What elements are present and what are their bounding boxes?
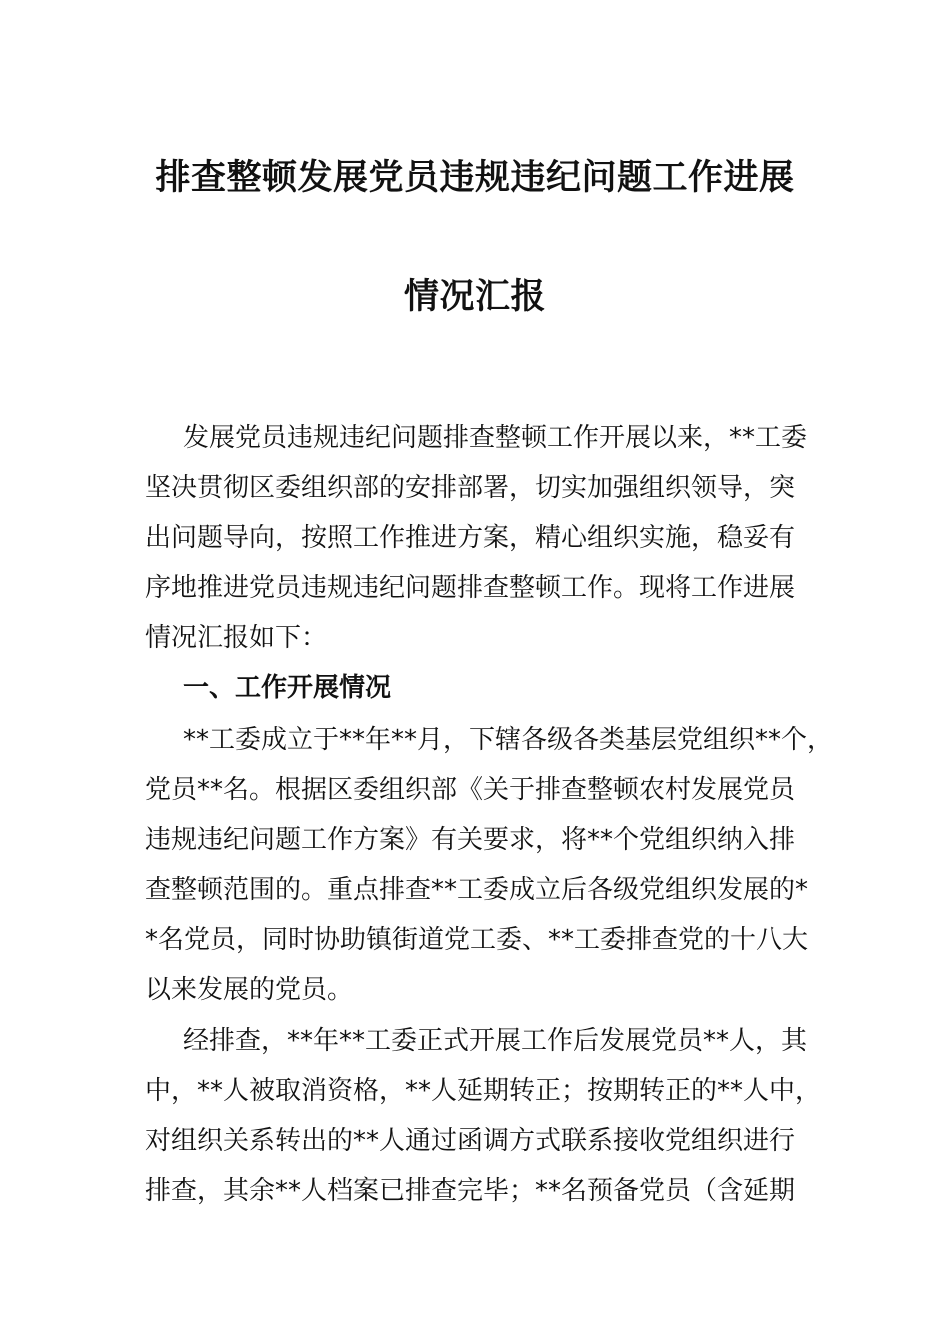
paragraph-line: 以来发展的党员。	[145, 975, 354, 1005]
paragraph-line: 排查，其余**人档案已排查完毕；**名预备党员（含延期	[145, 1176, 796, 1206]
paragraph-line: 党员**名。根据区委组织部《关于排查整顿农村发展党员	[145, 775, 796, 805]
paragraph-line: 经排查，**年**工委正式开展工作后发展党员**人，其	[183, 1026, 808, 1056]
paragraph-line: 查整顿范围的。重点排查**工委成立后各级党组织发展的*	[145, 875, 809, 905]
intro-line-2: 坚决贯彻区委组织部的安排部署，切实加强组织领导，突	[145, 473, 796, 503]
paragraph-line: 违规违纪问题工作方案》有关要求，将**个党组织纳入排	[145, 825, 796, 855]
intro-line-1: 发展党员违规违纪问题排查整顿工作开展以来，**工委	[183, 423, 808, 453]
section-heading: 一、工作开展情况	[183, 673, 392, 703]
intro-line-3: 出问题导向，按照工作推进方案，精心组织实施，稳妥有	[145, 523, 796, 553]
paragraph-line: *名党员，同时协助镇街道党工委、**工委排查党的十八大	[145, 925, 809, 955]
intro-line-5: 情况汇报如下：	[145, 623, 328, 653]
document-title-line-2: 情况汇报	[403, 277, 546, 317]
paragraph-line: 对组织关系转出的**人通过函调方式联系接收党组织进行	[145, 1126, 796, 1156]
paragraph-line: 中，**人被取消资格，**人延期转正；按期转正的**人中，	[145, 1076, 822, 1106]
paragraph-line: **工委成立于**年**月，下辖各级各类基层党组织**个，	[183, 725, 834, 755]
document-title-line-1: 排查整顿发展党员违规违纪问题工作进展	[155, 158, 795, 198]
intro-line-4: 序地推进党员违规违纪问题排查整顿工作。现将工作进展	[145, 573, 796, 603]
